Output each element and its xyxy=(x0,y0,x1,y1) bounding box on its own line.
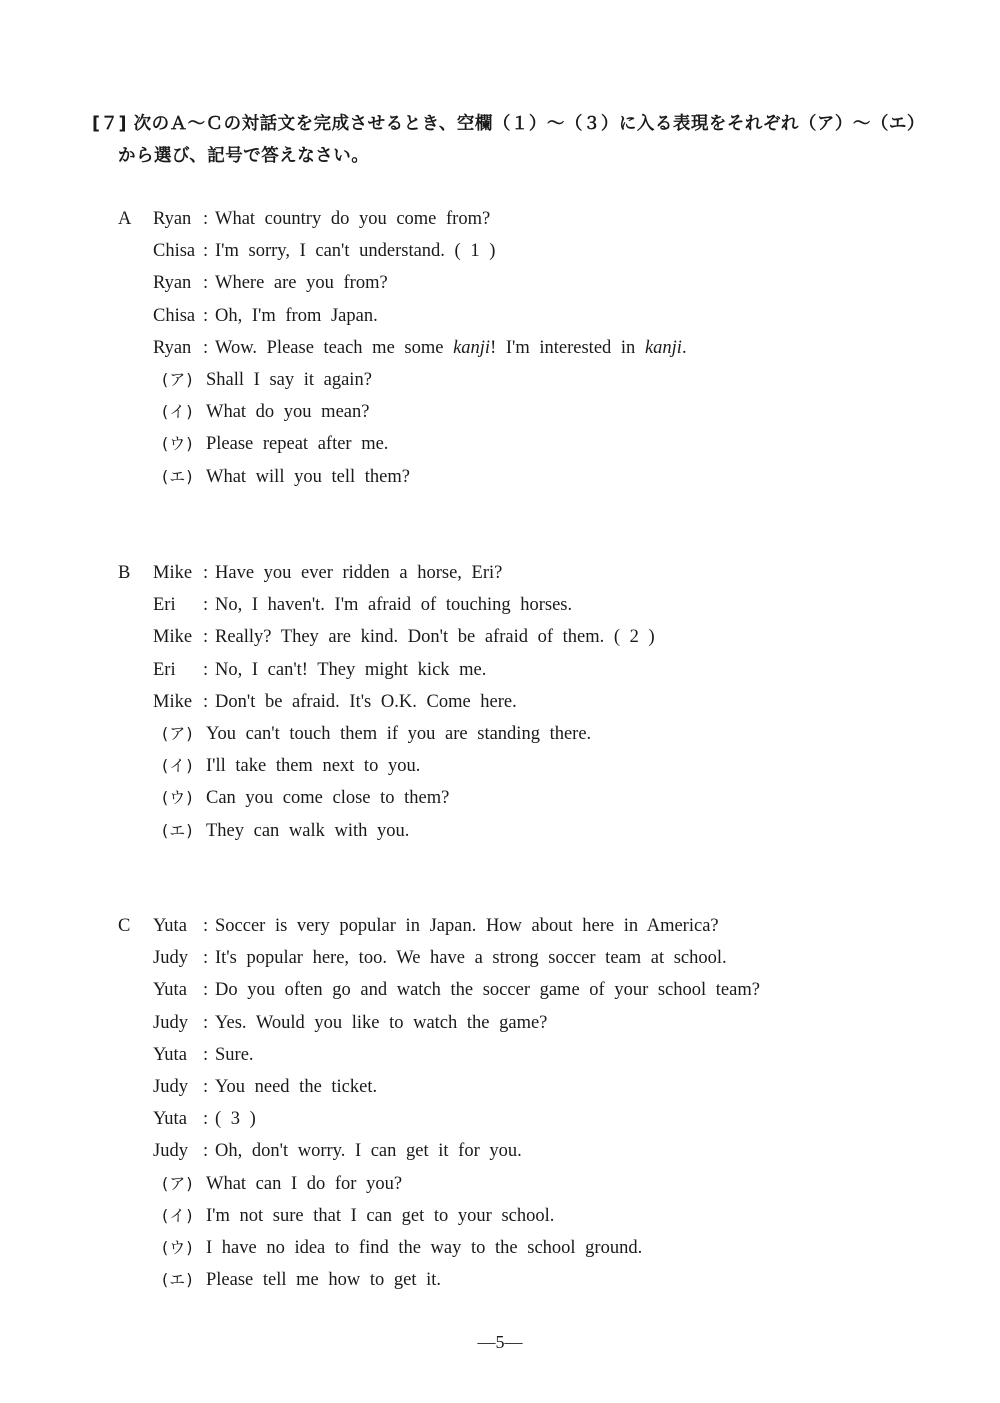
utterance: Really? They are kind. Don't be afraid of them. ( 2 ) xyxy=(215,627,655,648)
speaker-colon: : xyxy=(203,241,209,262)
utterance: No, I can't! They might kick me. xyxy=(215,659,487,680)
utterance: Don't be afraid. It's O.K. Come here. xyxy=(215,691,517,712)
utterance-part: ! I'm interested in xyxy=(490,337,645,358)
dialogue-line xyxy=(118,300,878,332)
option-label: (イ) xyxy=(162,756,194,776)
utterance: ( 3 ) xyxy=(215,1109,256,1130)
option-text: Please repeat after me. xyxy=(206,434,389,455)
speaker-colon: : xyxy=(203,1012,209,1033)
option-label: (ア) xyxy=(162,369,194,389)
speaker-name: Yuta xyxy=(153,1109,187,1130)
answer-option xyxy=(118,1232,878,1264)
question-instruction xyxy=(92,108,925,172)
option-label: (ア) xyxy=(162,1173,194,1193)
answer-option xyxy=(118,782,878,814)
option-text: Can you come close to them? xyxy=(206,788,450,809)
speaker-colon: : xyxy=(203,595,209,616)
speaker-name: Judy xyxy=(153,1076,188,1097)
utterance: Have you ever ridden a horse, Eri? xyxy=(215,563,503,583)
utterance: Soccer is very popular in Japan. How about here in America? xyxy=(215,916,719,936)
utterance: You need the ticket. xyxy=(215,1076,378,1097)
section-b xyxy=(118,557,878,847)
speaker-colon: : xyxy=(203,627,209,648)
dialogue-line xyxy=(118,621,878,653)
dialogue-line xyxy=(118,557,878,589)
speaker-name: Judy xyxy=(153,948,188,969)
dialogue-line xyxy=(118,589,878,621)
utterance: No, I haven't. I'm afraid of touching horses. xyxy=(215,595,573,616)
option-text: You can't touch them if you are standing there. xyxy=(206,723,592,744)
speaker-colon: : xyxy=(203,1044,209,1065)
speaker-name: Yuta xyxy=(153,980,187,1001)
speaker-name: Ryan xyxy=(153,209,192,229)
utterance-part: Wow. Please teach me some xyxy=(215,337,454,358)
option-label: (イ) xyxy=(162,402,194,422)
utterance: Yes. Would you like to watch the game? xyxy=(215,1012,548,1033)
speaker-colon: : xyxy=(203,916,209,936)
speaker-name: Chisa xyxy=(153,305,196,326)
option-text: I have no idea to find the way to the school ground. xyxy=(206,1237,643,1258)
option-label: (ウ) xyxy=(162,788,194,808)
speaker-name: Chisa xyxy=(153,241,196,262)
dialogue-line xyxy=(118,267,878,299)
dialogue-line xyxy=(118,686,878,718)
dialogue-line xyxy=(118,942,878,974)
utterance: I'm sorry, I can't understand. ( 1 ) xyxy=(215,241,496,262)
option-label: (エ) xyxy=(162,1270,194,1290)
dialogue-line xyxy=(118,1071,878,1103)
section-a xyxy=(118,203,878,493)
speaker-name: Mike xyxy=(153,627,193,648)
answer-option xyxy=(118,718,878,750)
dialogue-line xyxy=(118,1103,878,1135)
speaker-colon: : xyxy=(203,305,209,326)
answer-option xyxy=(118,815,878,847)
section-letter: C xyxy=(118,916,131,936)
utterance: Sure. xyxy=(215,1044,254,1065)
italic-word: kanji xyxy=(453,337,491,358)
answer-option xyxy=(118,396,878,428)
answer-option xyxy=(118,428,878,460)
dialogue-line xyxy=(118,1039,878,1071)
option-label: (エ) xyxy=(162,820,194,840)
italic-word: kanji xyxy=(644,337,682,358)
speaker-colon: : xyxy=(203,209,209,229)
dialogue-line xyxy=(118,910,878,942)
answer-option xyxy=(118,750,878,782)
answer-option xyxy=(118,1200,878,1232)
utterance: Oh, don't worry. I can get it for you. xyxy=(215,1141,522,1162)
page-number: ―5― xyxy=(477,1332,523,1352)
instruction-line-1: [７] 次のＡ～Ｃの対話文を完成させるとき、空欄（１）～（３）に入る表現をそれぞれ（ア）～（エ） xyxy=(92,114,925,134)
option-text: What can I do for you? xyxy=(206,1173,403,1194)
section-letter: A xyxy=(118,209,132,229)
speaker-name: Yuta xyxy=(153,916,187,936)
option-text: What will you tell them? xyxy=(206,466,410,487)
speaker-name: Ryan xyxy=(153,337,192,358)
answer-option xyxy=(118,364,878,396)
speaker-name: Judy xyxy=(153,1141,188,1162)
speaker-name: Ryan xyxy=(153,273,192,294)
section-letter: B xyxy=(118,563,131,583)
option-text: Please tell me how to get it. xyxy=(206,1270,441,1291)
speaker-colon: : xyxy=(203,980,209,1001)
speaker-colon: : xyxy=(203,948,209,969)
utterance-part: . xyxy=(681,337,687,358)
speaker-colon: : xyxy=(203,563,209,583)
speaker-name: Judy xyxy=(153,1012,188,1033)
dialogue-line xyxy=(118,203,878,235)
utterance xyxy=(215,332,687,364)
option-label: (エ) xyxy=(162,466,194,486)
dialogue-line xyxy=(118,974,878,1006)
dialogue-line xyxy=(118,654,878,686)
dialogue-line xyxy=(118,1135,878,1167)
dialogue-line xyxy=(118,332,878,364)
speaker-colon: : xyxy=(203,691,209,712)
speaker-name: Eri xyxy=(153,595,176,616)
utterance: Do you often go and watch the soccer game of your school team? xyxy=(215,980,760,1001)
option-label: (ウ) xyxy=(162,434,194,454)
option-text: I'm not sure that I can get to your school. xyxy=(206,1205,555,1226)
option-text: What do you mean? xyxy=(206,402,370,423)
dialogue-line xyxy=(118,235,878,267)
instruction-line-2: から選び、記号で答えなさい。 xyxy=(118,146,370,166)
speaker-name: Eri xyxy=(153,659,176,680)
speaker-name: Mike xyxy=(153,563,193,583)
option-label: (ア) xyxy=(162,723,194,743)
speaker-colon: : xyxy=(203,337,209,358)
option-label: (ウ) xyxy=(162,1237,194,1257)
option-text: Shall I say it again? xyxy=(206,369,372,390)
utterance: Where are you from? xyxy=(215,273,388,294)
speaker-colon: : xyxy=(203,1109,209,1130)
speaker-colon: : xyxy=(203,659,209,680)
speaker-name: Mike xyxy=(153,691,193,712)
utterance: What country do you come from? xyxy=(215,209,491,229)
utterance: It's popular here, too. We have a strong soccer team at school. xyxy=(215,948,727,969)
option-label: (イ) xyxy=(162,1205,194,1225)
option-text: I'll take them next to you. xyxy=(206,756,421,777)
speaker-colon: : xyxy=(203,1141,209,1162)
answer-option xyxy=(118,1264,878,1296)
speaker-name: Yuta xyxy=(153,1044,187,1065)
section-c xyxy=(118,910,878,1296)
dialogue-line xyxy=(118,1007,878,1039)
option-text: They can walk with you. xyxy=(206,820,410,841)
speaker-colon: : xyxy=(203,1076,209,1097)
speaker-colon: : xyxy=(203,273,209,294)
answer-option xyxy=(118,1168,878,1200)
utterance: Oh, I'm from Japan. xyxy=(215,305,378,326)
answer-option xyxy=(118,461,878,493)
